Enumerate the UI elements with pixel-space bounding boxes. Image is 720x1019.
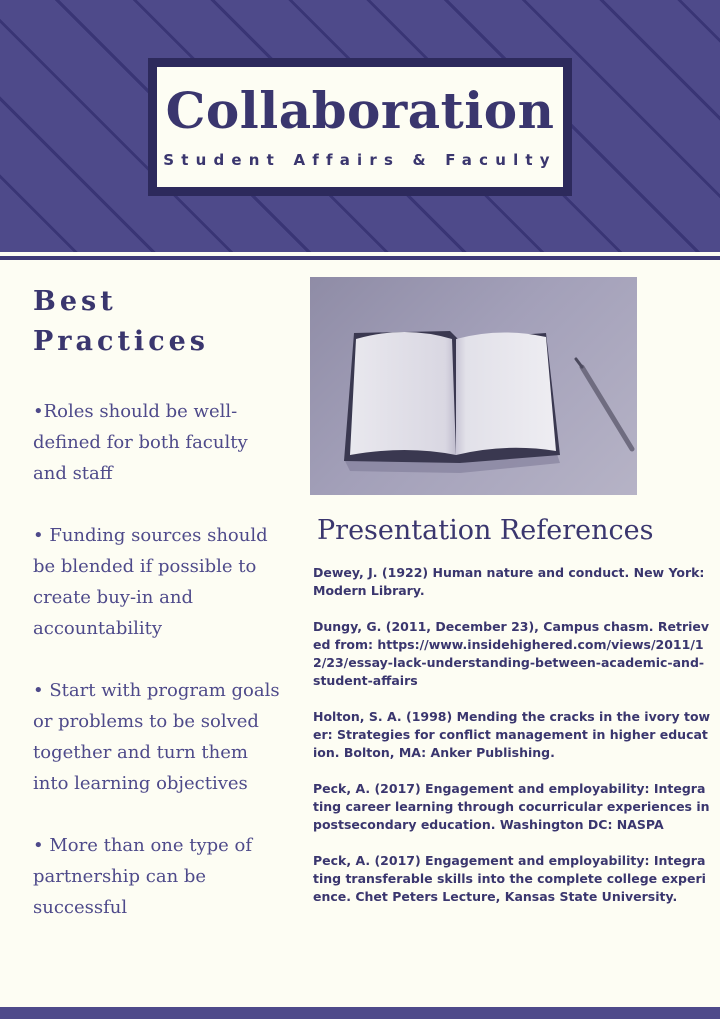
best-practices-heading [33, 282, 293, 362]
open-notebook-with-pen-icon [310, 277, 637, 495]
best-practice-item: • More than one type of partnership can be successful [33, 835, 253, 918]
best-practice-item: • Start with program goals or problems to be solved together and turn them into learning objectives [33, 680, 280, 794]
footer-bar [0, 1007, 720, 1019]
header-divider-stripe [0, 256, 720, 260]
reference-item: Dungy, G. (2011, December 23), Campus chasm. Retrieved from: https://www.insidehighered.com/views/2011/12/23/essay-lack-understanding-between-academic-and-student-affairs [313, 618, 710, 689]
best-practices-heading-line2: Practices [33, 326, 210, 357]
best-practices-list [33, 396, 283, 954]
best-practice-item: • Funding sources should be blended if possible to create buy-in and accountability [33, 525, 268, 639]
page-title: Collaboration [165, 81, 555, 140]
reference-item: Peck, A. (2017) Engagement and employability: Integrating transferable skills into the complete college experience. Chet Peters Lecture, Kansas State University. [313, 852, 706, 905]
best-practice-item: •Roles should be well-defined for both faculty and staff [33, 401, 248, 484]
references-heading: Presentation References [317, 515, 654, 546]
page-subtitle: Student Affairs & Faculty [163, 151, 557, 169]
references-list [313, 564, 711, 923]
reference-item: Holton, S. A. (1998) Mending the cracks in the ivory tower: Strategies for conflict management in higher education. Bolton, MA: Anker Publishing. [313, 708, 711, 761]
best-practices-heading-line1: Best [33, 286, 117, 317]
open-notebook-photo [310, 277, 637, 495]
reference-item: Dewey, J. (1922) Human nature and conduct. New York: Modern Library. [313, 565, 705, 599]
title-box [148, 58, 572, 196]
reference-item: Peck, A. (2017) Engagement and employability: Integrating career learning through cocurricular experiences in postsecondary education. Washington DC: NASPA [313, 780, 710, 833]
